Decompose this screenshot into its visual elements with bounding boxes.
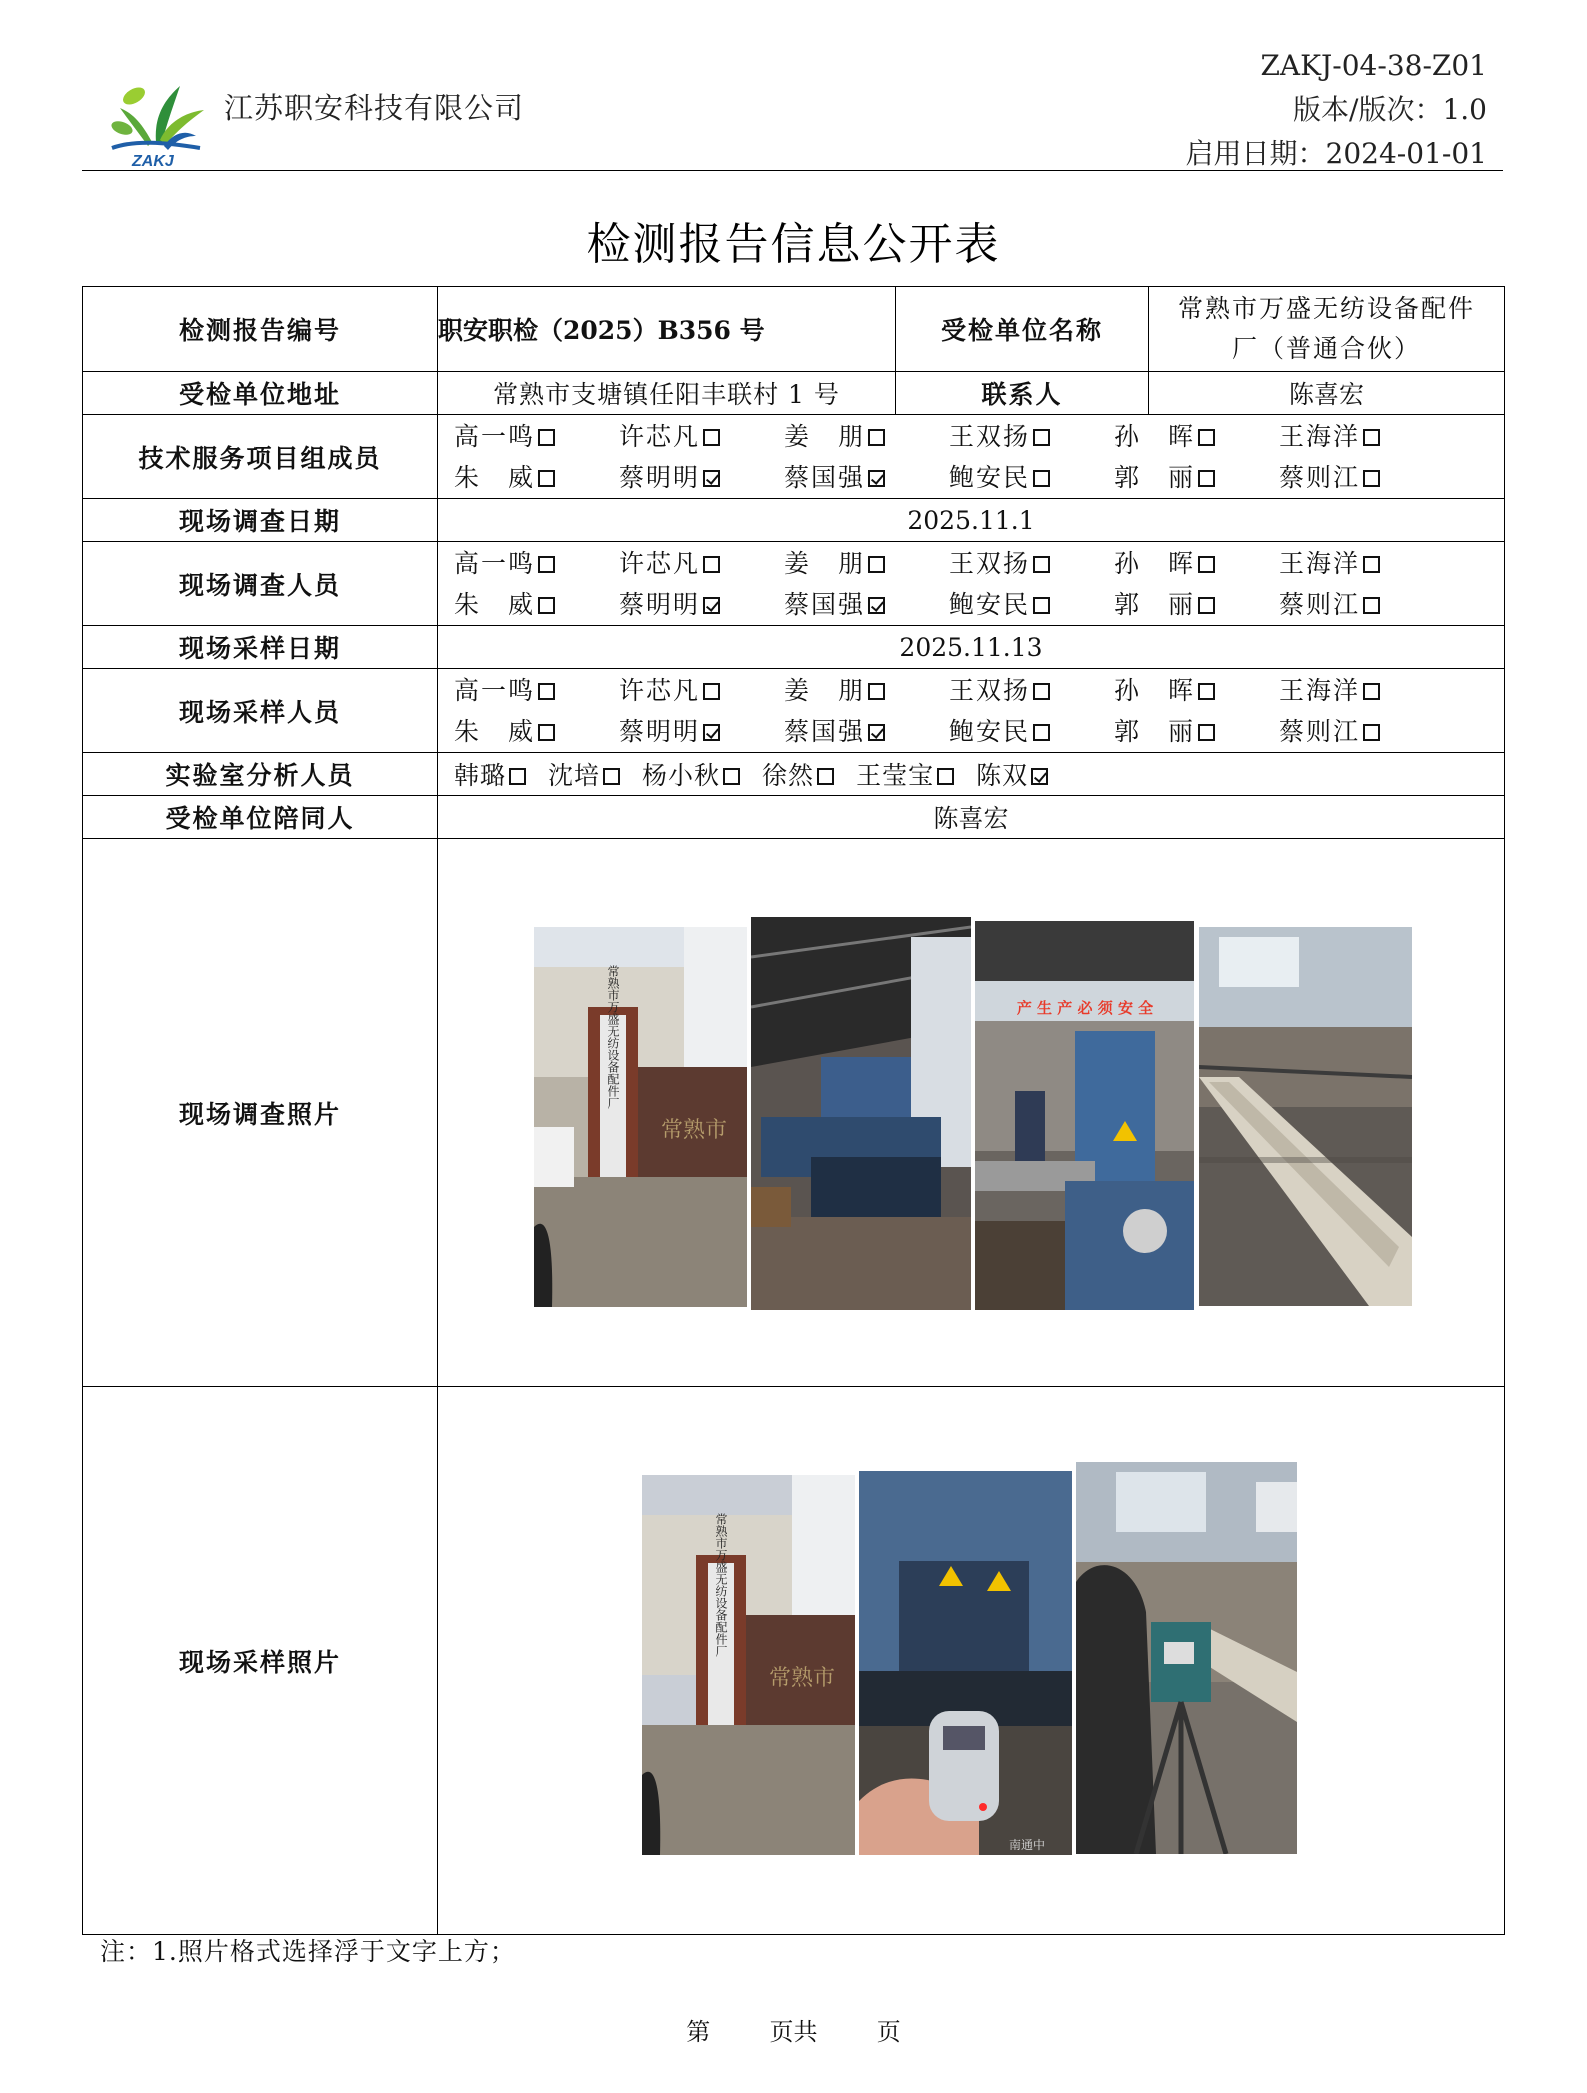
- sampling-member: [454, 711, 619, 752]
- report-no-label: 检测报告编号: [83, 287, 438, 372]
- survey-date-label: 现场调查日期: [83, 499, 438, 542]
- footer-pages: 页: [876, 2018, 901, 2046]
- checkbox-icon[interactable]: [1363, 724, 1380, 741]
- checkbox-icon[interactable]: [868, 556, 885, 573]
- header-rule: [82, 170, 1503, 171]
- sampling-member-name: 蔡明明: [619, 716, 701, 746]
- checkbox-icon[interactable]: [1363, 597, 1380, 614]
- report-no: 职安职检（2025）B356 号: [438, 287, 896, 372]
- survey-member: [784, 543, 949, 584]
- photo-note: 注：1.照片格式选择浮于文字上方；: [100, 1937, 516, 1966]
- survey-member: [1279, 584, 1444, 625]
- survey-member-name: 孙 晖: [1114, 548, 1196, 578]
- checkbox-icon[interactable]: [1363, 470, 1380, 487]
- gate-sign-text-2: 常熟市万盛无纺设备配件厂: [714, 1513, 728, 1657]
- sampling-member: [1114, 711, 1279, 752]
- checkbox-icon[interactable]: [1198, 429, 1215, 446]
- sampling-member-name: 郭 丽: [1114, 716, 1196, 746]
- checkbox-icon[interactable]: [1198, 597, 1215, 614]
- footer-of: 页共: [769, 2018, 818, 2046]
- unit-name: 常熟市万盛无纺设备配件厂（普通合伙）: [1149, 287, 1505, 372]
- team-member-name: 高一鸣: [454, 421, 536, 451]
- checkbox-icon[interactable]: [723, 768, 740, 785]
- checked-box-icon[interactable]: [868, 470, 885, 487]
- survey-member: [454, 543, 619, 584]
- checkbox-icon[interactable]: [868, 429, 885, 446]
- document-meta: [1186, 44, 1487, 176]
- checkbox-icon[interactable]: [538, 724, 555, 741]
- team-member-name: 蔡则江: [1279, 462, 1361, 492]
- survey-member: [1279, 543, 1444, 584]
- survey-photo-welding: [975, 921, 1194, 1310]
- team-member: [1114, 457, 1279, 498]
- team-member: [619, 457, 784, 498]
- survey-photos-label: 现场调查照片: [83, 839, 438, 1387]
- lab-member: [762, 761, 834, 790]
- survey-staff-label: 现场调查人员: [83, 542, 438, 626]
- survey-member-name: 高一鸣: [454, 548, 536, 578]
- lab-member-name: 韩璐: [454, 761, 507, 790]
- survey-member-name: 蔡明明: [619, 589, 701, 619]
- team-member-name: 蔡明明: [619, 462, 701, 492]
- survey-member-name: 朱 威: [454, 589, 536, 619]
- page-footer: [0, 2012, 1587, 2047]
- checkbox-icon[interactable]: [509, 768, 526, 785]
- effective-date: 启用日期：2024-01-01: [1185, 137, 1487, 170]
- checkbox-icon[interactable]: [1363, 429, 1380, 446]
- sampling-member: [784, 670, 949, 711]
- sampling-date-label: 现场采样日期: [83, 626, 438, 669]
- team-member: [1114, 416, 1279, 457]
- sampling-date: 2025.11.13: [438, 626, 1505, 669]
- doc-code: ZAKJ-04-38-Z01: [1260, 49, 1487, 82]
- survey-staff: [438, 542, 1505, 626]
- survey-member-name: 郭 丽: [1114, 589, 1196, 619]
- page-title: 检测报告信息公开表: [586, 219, 1001, 270]
- team-label: 技术服务项目组成员: [83, 415, 438, 499]
- team-member: [454, 457, 619, 498]
- unit-name-label: 受检单位名称: [896, 287, 1149, 372]
- survey-member: [619, 584, 784, 625]
- checkbox-icon[interactable]: [703, 429, 720, 446]
- checked-box-icon[interactable]: [868, 724, 885, 741]
- checkbox-icon[interactable]: [937, 768, 954, 785]
- escort: 陈喜宏: [438, 796, 1505, 839]
- checked-box-icon[interactable]: [703, 470, 720, 487]
- sampling-member: [454, 670, 619, 711]
- survey-photo-gate: [534, 927, 747, 1307]
- sampling-photo-meter: [859, 1471, 1072, 1855]
- sampling-member: [619, 670, 784, 711]
- wall-text-2: 常熟市: [768, 1666, 836, 1691]
- sampling-member: [949, 711, 1114, 752]
- lab-member: [454, 761, 526, 790]
- checkbox-icon[interactable]: [538, 556, 555, 573]
- lab-member-name: 陈双: [976, 761, 1029, 790]
- checkbox-icon[interactable]: [538, 470, 555, 487]
- checked-box-icon[interactable]: [703, 597, 720, 614]
- team-member-name: 孙 晖: [1114, 421, 1196, 451]
- sampling-member: [949, 670, 1114, 711]
- address-label: 受检单位地址: [83, 372, 438, 415]
- sampling-member: [784, 711, 949, 752]
- sampling-photo-gate: [642, 1475, 855, 1855]
- checkbox-icon[interactable]: [868, 683, 885, 700]
- sampling-member-name: 许芯凡: [619, 675, 701, 705]
- team-member: [454, 416, 619, 457]
- team-member: [619, 416, 784, 457]
- sampling-member: [1114, 670, 1279, 711]
- team-member-name: 朱 威: [454, 462, 536, 492]
- checkbox-icon[interactable]: [1033, 724, 1050, 741]
- team-member: [949, 457, 1114, 498]
- team-member-name: 鲍安民: [949, 462, 1031, 492]
- lab-member: [642, 761, 740, 790]
- team-member: [784, 457, 949, 498]
- team-members: [438, 415, 1505, 499]
- sampling-member-name: 鲍安民: [949, 716, 1031, 746]
- checkbox-icon[interactable]: [1033, 429, 1050, 446]
- sampling-member-name: 孙 晖: [1114, 675, 1196, 705]
- survey-member: [619, 543, 784, 584]
- survey-photo-steel: [1199, 927, 1412, 1306]
- report-table: [82, 286, 1505, 1935]
- survey-member: [949, 584, 1114, 625]
- sampling-member-name: 王双扬: [949, 675, 1031, 705]
- checkbox-icon[interactable]: [817, 768, 834, 785]
- lab-member: [976, 761, 1048, 790]
- checkbox-icon[interactable]: [538, 597, 555, 614]
- contact: 陈喜宏: [1149, 372, 1505, 415]
- survey-date: 2025.11.1: [438, 499, 1505, 542]
- team-member: [1279, 457, 1444, 498]
- checkbox-icon[interactable]: [1363, 683, 1380, 700]
- lab-member-name: 杨小秋: [642, 761, 721, 790]
- sampling-member-name: 王海洋: [1279, 675, 1361, 705]
- checkbox-icon[interactable]: [1198, 470, 1215, 487]
- sampling-photos: [438, 1387, 1505, 1935]
- checkbox-icon[interactable]: [1033, 683, 1050, 700]
- sampling-staff-label: 现场采样人员: [83, 669, 438, 753]
- safety-banner: 产 生 产 必 须 安 全: [1016, 999, 1154, 1017]
- team-member: [1279, 416, 1444, 457]
- lab-member-name: 沈培: [548, 761, 601, 790]
- footer-page: 第: [686, 2018, 711, 2046]
- sampling-member-name: 朱 威: [454, 716, 536, 746]
- team-member-name: 姜 朋: [784, 421, 866, 451]
- lab-staff-label: 实验室分析人员: [83, 753, 438, 796]
- survey-member-name: 蔡国强: [784, 589, 866, 619]
- survey-photo-workshop: [751, 917, 971, 1310]
- survey-member: [949, 543, 1114, 584]
- team-member: [949, 416, 1114, 457]
- checkbox-icon[interactable]: [538, 429, 555, 446]
- checkbox-icon[interactable]: [1198, 724, 1215, 741]
- company-logo: [104, 62, 214, 172]
- lab-member-name: 徐然: [762, 761, 815, 790]
- lab-member-name: 王莹宝: [856, 761, 935, 790]
- sampling-photos-label: 现场采样照片: [83, 1387, 438, 1935]
- checkbox-icon[interactable]: [538, 683, 555, 700]
- wall-text: 常熟市: [660, 1118, 728, 1143]
- meter-brand: 南通中: [1009, 1838, 1046, 1852]
- sampling-member: [1279, 670, 1444, 711]
- checkbox-icon[interactable]: [1033, 556, 1050, 573]
- survey-member-name: 姜 朋: [784, 548, 866, 578]
- team-member-name: 郭 丽: [1114, 462, 1196, 492]
- survey-photos: [438, 839, 1505, 1387]
- lab-staff: [438, 753, 1505, 796]
- survey-member-name: 王双扬: [949, 548, 1031, 578]
- survey-member: [1114, 543, 1279, 584]
- team-member-name: 王双扬: [949, 421, 1031, 451]
- checkbox-icon[interactable]: [1033, 470, 1050, 487]
- checkbox-icon[interactable]: [703, 683, 720, 700]
- survey-member: [1114, 584, 1279, 625]
- checkbox-icon[interactable]: [1198, 556, 1215, 573]
- sampling-member: [1279, 711, 1444, 752]
- sampling-member-name: 高一鸣: [454, 675, 536, 705]
- team-member-name: 许芯凡: [619, 421, 701, 451]
- survey-member: [454, 584, 619, 625]
- checkbox-icon[interactable]: [1363, 556, 1380, 573]
- survey-member-name: 王海洋: [1279, 548, 1361, 578]
- sampling-staff: [438, 669, 1505, 753]
- sampling-member: [619, 711, 784, 752]
- survey-member-name: 蔡则江: [1279, 589, 1361, 619]
- contact-label: 联系人: [896, 372, 1149, 415]
- team-member-name: 蔡国强: [784, 462, 866, 492]
- team-member: [784, 416, 949, 457]
- sampling-member-name: 蔡国强: [784, 716, 866, 746]
- team-member-name: 王海洋: [1279, 421, 1361, 451]
- lab-member: [548, 761, 620, 790]
- address: 常熟市支塘镇任阳丰联村 1 号: [438, 372, 896, 415]
- doc-version: 版本/版次：1.0: [1293, 93, 1487, 126]
- checkbox-icon[interactable]: [703, 556, 720, 573]
- escort-label: 受检单位陪同人: [83, 796, 438, 839]
- checkbox-icon[interactable]: [603, 768, 620, 785]
- checkbox-icon[interactable]: [1033, 597, 1050, 614]
- survey-member-name: 许芯凡: [619, 548, 701, 578]
- checked-box-icon[interactable]: [868, 597, 885, 614]
- survey-member-name: 鲍安民: [949, 589, 1031, 619]
- gate-sign-text: 常熟市万盛无纺设备配件厂: [606, 965, 620, 1109]
- survey-member: [784, 584, 949, 625]
- checked-box-icon[interactable]: [703, 724, 720, 741]
- lab-member: [856, 761, 954, 790]
- sampling-member-name: 姜 朋: [784, 675, 866, 705]
- checked-box-icon[interactable]: [1031, 768, 1048, 785]
- checkbox-icon[interactable]: [1198, 683, 1215, 700]
- logo-text: ZAKJ: [132, 153, 174, 170]
- company-name: 江苏职安科技有限公司: [224, 91, 525, 125]
- sampling-member-name: 蔡则江: [1279, 716, 1361, 746]
- sampling-photo-tripod: [1076, 1462, 1297, 1854]
